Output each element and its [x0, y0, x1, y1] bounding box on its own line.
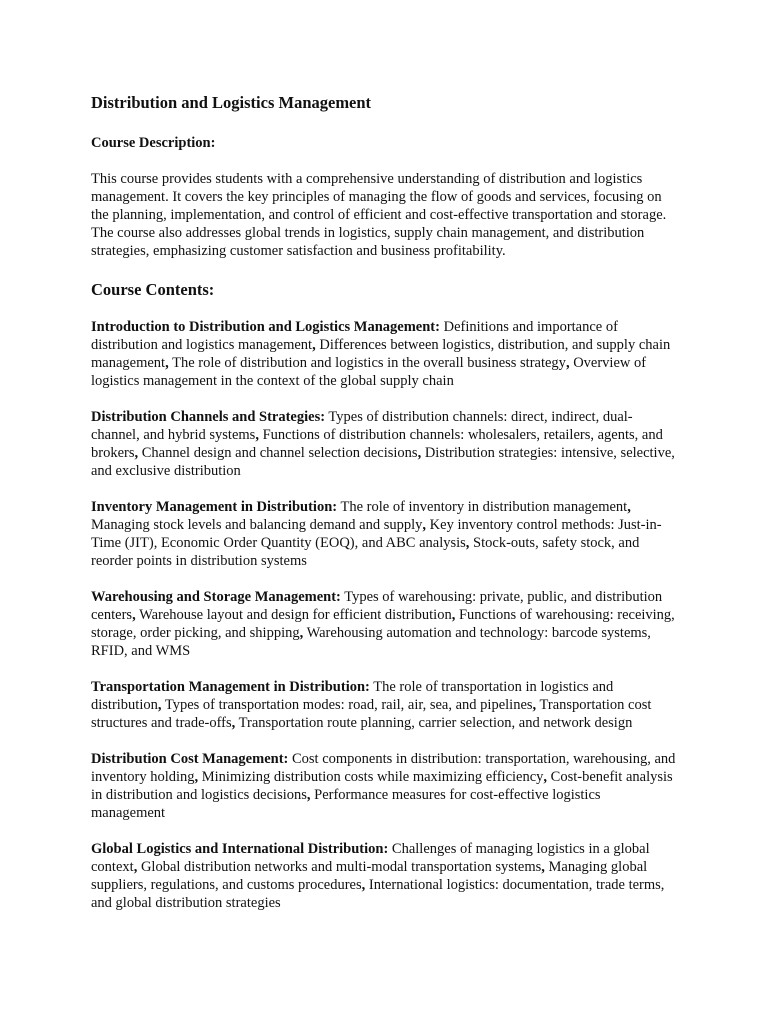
- section-item: Transportation route planning, carrier selection, and network design: [238, 715, 633, 731]
- section-item: Challenges of managing logistics in a global context: [91, 841, 650, 875]
- section-item: International logistics: documentation, trade terms, and global distribution strategies: [91, 877, 665, 911]
- section-title: Distribution Cost Management:: [91, 751, 289, 767]
- section-item: Minimizing distribution costs while maximizing efficiency: [201, 769, 544, 785]
- section-item: Distribution strategies: intensive, selective, and exclusive distribution: [91, 445, 675, 479]
- item-separator: ,: [157, 697, 162, 713]
- item-separator: ,: [231, 715, 236, 731]
- item-separator: ,: [541, 859, 545, 875]
- item-separator: ,: [627, 499, 631, 515]
- section-item: Warehousing automation and technology: barcode systems, RFID, and WMS: [91, 625, 651, 659]
- content-section: [91, 498, 678, 570]
- section-title: Introduction to Distribution and Logistics Management:: [91, 319, 440, 335]
- item-separator: ,: [255, 427, 259, 443]
- section-item: Transportation cost structures and trade-offs: [91, 697, 652, 731]
- section-item: Overview of logistics management in the context of the global supply chain: [91, 355, 647, 389]
- section-item: Stock-outs, safety stock, and reorder points in distribution systems: [91, 535, 640, 569]
- section-item: Types of distribution channels: direct, indirect, dual-channel, and hybrid systems: [91, 409, 633, 443]
- section-item: Global distribution networks and multi-modal transportation systems: [140, 859, 542, 875]
- section-item: Key inventory control methods: Just-in-Time (JIT), Economic Order Quantity (EOQ), and ABC analysis: [91, 517, 662, 551]
- section-title: Transportation Management in Distribution:: [91, 679, 370, 695]
- section-title: Distribution Channels and Strategies:: [91, 409, 326, 425]
- section-title: Global Logistics and International Distribution:: [91, 841, 389, 857]
- item-separator: ,: [133, 859, 138, 875]
- item-separator: ,: [451, 607, 456, 623]
- section-item: Types of warehousing: private, public, and distribution centers: [91, 589, 663, 623]
- section-item: Functions of warehousing: receiving, storage, order picking, and shipping: [91, 607, 675, 641]
- section-item: Warehouse layout and design for efficient distribution: [139, 607, 452, 623]
- content-section: [91, 840, 678, 912]
- section-item: Channel design and channel selection decisions: [141, 445, 418, 461]
- item-separator: ,: [194, 769, 199, 785]
- section-item: The role of distribution and logistics in the overall business strategy: [172, 355, 566, 371]
- section-item: The role of inventory in distribution management: [340, 499, 628, 515]
- section-item: Performance measures for cost-effective logistics management: [91, 787, 601, 821]
- document-title: Distribution and Logistics Management: [91, 93, 372, 112]
- item-separator: ,: [312, 337, 316, 353]
- item-separator: ,: [422, 517, 427, 533]
- section-item: Managing global suppliers, regulations, and customs procedures: [91, 859, 648, 893]
- section-title: Inventory Management in Distribution:: [91, 499, 338, 515]
- contents-heading: Course Contents:: [91, 280, 215, 299]
- item-separator: ,: [134, 445, 139, 461]
- section-item: Types of transportation modes: road, rail, air, sea, and pipelines: [164, 697, 533, 713]
- section-item: The role of transportation in logistics and distribution: [91, 679, 614, 713]
- content-section: [91, 318, 678, 390]
- content-section: [91, 408, 678, 480]
- content-section: [91, 588, 678, 660]
- section-item: Managing stock levels and balancing demand and supply: [91, 517, 423, 533]
- section-item: Cost components in distribution: transportation, warehousing, and inventory holding: [91, 751, 676, 785]
- section-item: Definitions and importance of distribution and logistics management: [91, 319, 618, 353]
- course-contents: [91, 318, 678, 912]
- item-separator: ,: [165, 355, 169, 371]
- content-section: [91, 678, 678, 732]
- item-separator: ,: [306, 787, 311, 803]
- section-title: Warehousing and Storage Management:: [91, 589, 341, 605]
- item-separator: ,: [361, 877, 366, 893]
- description-heading: Course Description:: [91, 135, 216, 151]
- item-separator: ,: [465, 535, 470, 551]
- section-item: Cost-benefit analysis in distribution and logistics decisions: [91, 769, 673, 803]
- description-text: This course provides students with a comprehensive understanding of distribution and logistics management. It covers the key principles of managing the flow of goods and services, focusing on the planning, implementation, and control of efficient and cost-effective transportation and storage. The course also addresses global trends in logistics, supply chain management, and distribution strategies, emphasizing customer satisfaction and business profitability.: [91, 171, 667, 259]
- item-separator: ,: [132, 607, 136, 623]
- section-item: Differences between logistics, distribution, and supply chain management: [91, 337, 671, 371]
- item-separator: ,: [299, 625, 304, 641]
- item-separator: ,: [532, 697, 537, 713]
- item-separator: ,: [543, 769, 548, 785]
- item-separator: ,: [417, 445, 422, 461]
- item-separator: ,: [565, 355, 570, 371]
- section-item: Functions of distribution channels: wholesalers, retailers, agents, and brokers: [91, 427, 663, 461]
- content-section: [91, 750, 678, 822]
